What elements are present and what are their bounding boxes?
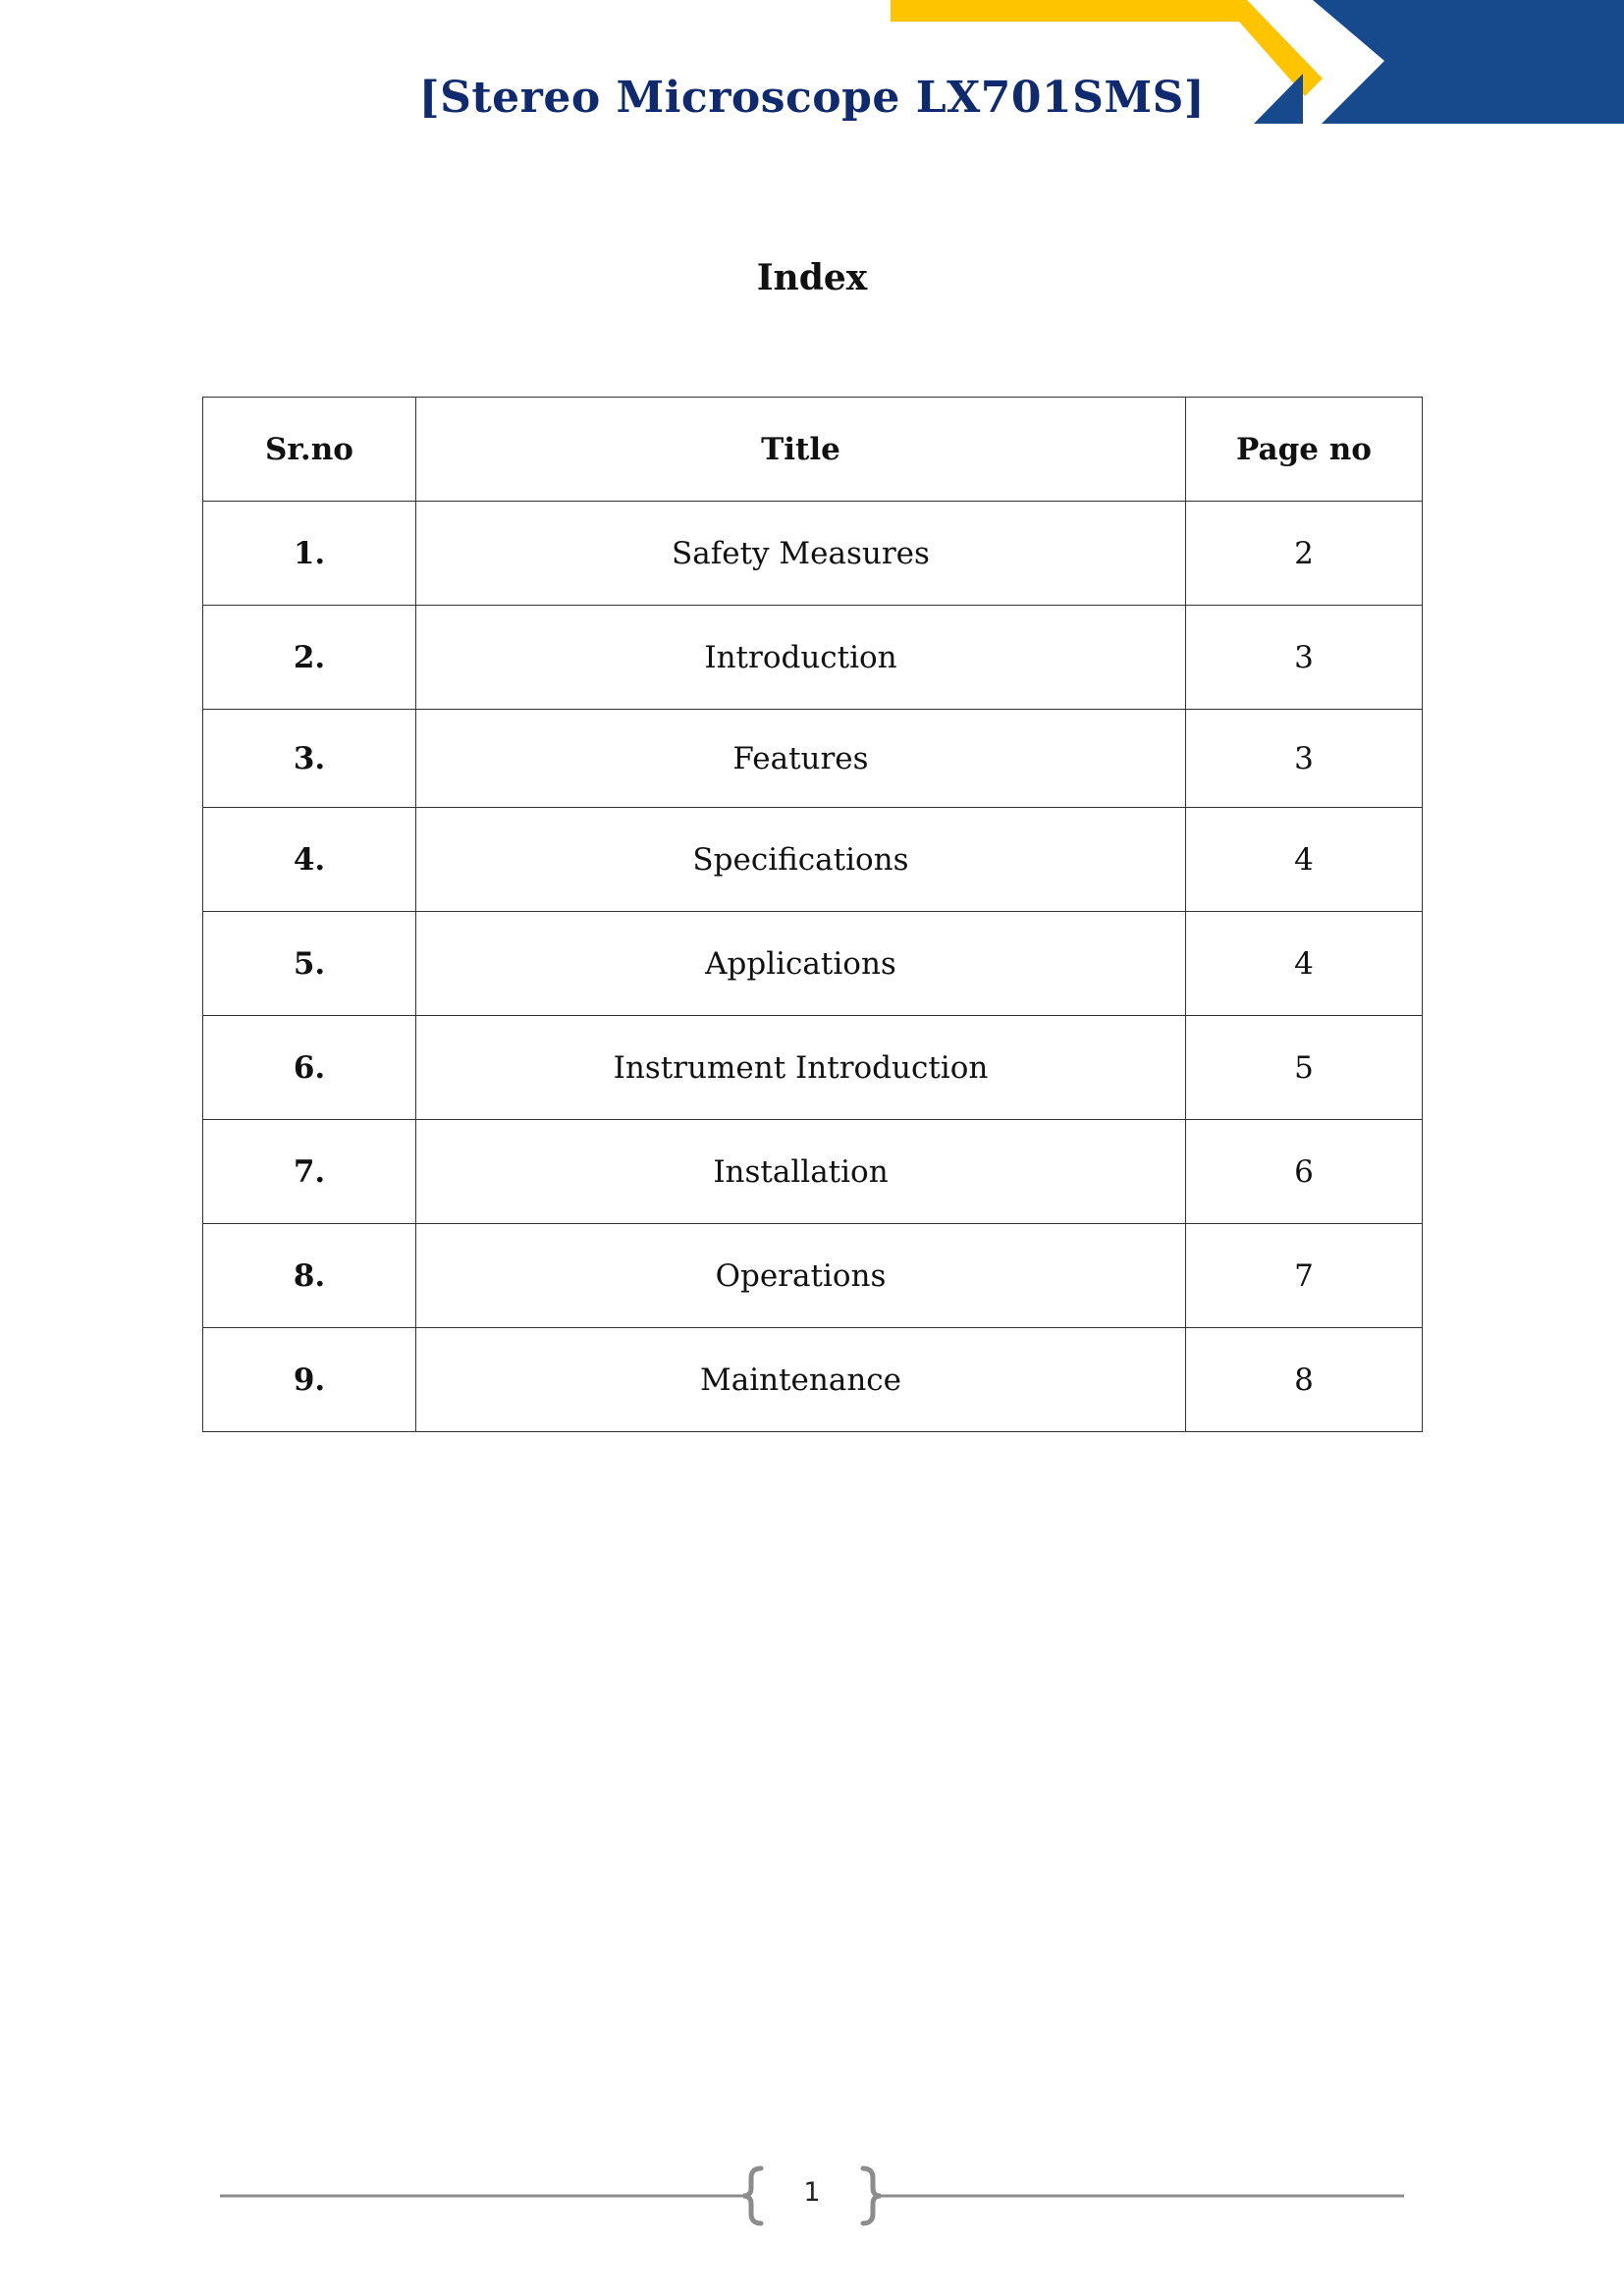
table-row	[203, 1224, 1423, 1328]
row-page-no: 8	[1186, 1328, 1423, 1432]
table-row	[203, 1016, 1423, 1120]
row-title: Specifications	[416, 808, 1186, 912]
row-title: Operations	[416, 1224, 1186, 1328]
row-title: Installation	[416, 1120, 1186, 1224]
row-sr-no: 4.	[203, 808, 416, 912]
row-page-no: 4	[1186, 808, 1423, 912]
table-row	[203, 710, 1423, 808]
row-sr-no: 3.	[203, 710, 416, 808]
row-title: Features	[416, 710, 1186, 808]
row-page-no: 3	[1186, 710, 1423, 808]
row-sr-no: 8.	[203, 1224, 416, 1328]
document-title: [Stereo Microscope LX701SMS]	[418, 73, 1206, 123]
table-row	[203, 1328, 1423, 1432]
row-page-no: 2	[1186, 502, 1423, 606]
row-title: Introduction	[416, 606, 1186, 710]
page-number: 1	[803, 2177, 821, 2208]
row-title: Applications	[416, 912, 1186, 1016]
table-row	[203, 502, 1423, 606]
column-header-sr-no: Sr.no	[203, 398, 416, 502]
table-row	[203, 1120, 1423, 1224]
column-header-page-no: Page no	[1186, 398, 1423, 502]
table-row	[203, 808, 1423, 912]
table-header-row	[203, 398, 1423, 502]
column-header-title: Title	[416, 398, 1186, 502]
index-heading: Index	[756, 257, 868, 298]
row-page-no: 5	[1186, 1016, 1423, 1120]
row-page-no: 4	[1186, 912, 1423, 1016]
row-sr-no: 9.	[203, 1328, 416, 1432]
row-sr-no: 2.	[203, 606, 416, 710]
row-title: Maintenance	[416, 1328, 1186, 1432]
row-sr-no: 7.	[203, 1120, 416, 1224]
row-title: Safety Measures	[416, 502, 1186, 606]
row-sr-no: 1.	[203, 502, 416, 606]
index-table	[202, 397, 1423, 1432]
row-page-no: 3	[1186, 606, 1423, 710]
row-page-no: 6	[1186, 1120, 1423, 1224]
row-sr-no: 6.	[203, 1016, 416, 1120]
row-sr-no: 5.	[203, 912, 416, 1016]
table-row	[203, 912, 1423, 1016]
row-title: Instrument Introduction	[416, 1016, 1186, 1120]
table-row	[203, 606, 1423, 710]
row-page-no: 7	[1186, 1224, 1423, 1328]
